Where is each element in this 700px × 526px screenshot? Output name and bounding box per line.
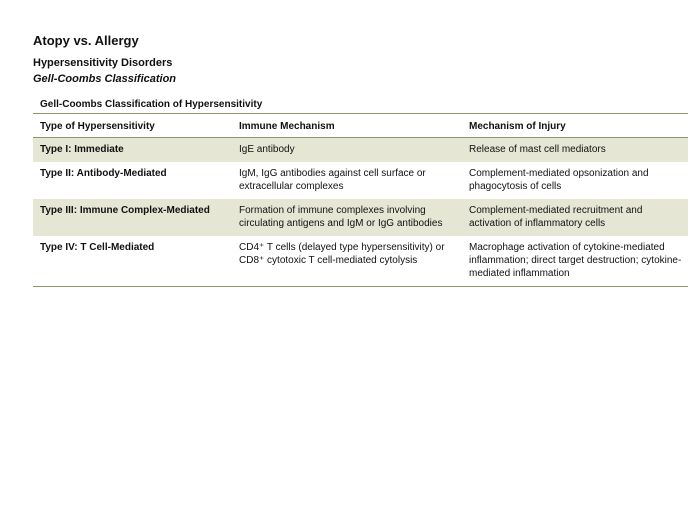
- row-type-cell: Type IV: T Cell-Mediated: [40, 242, 155, 253]
- row-type-cell: Type I: Immediate: [40, 144, 124, 155]
- page-title: Atopy vs. Allergy: [33, 33, 139, 48]
- table-row: [33, 236, 688, 287]
- table-row: [33, 138, 688, 163]
- section-heading: Hypersensitivity Disorders: [33, 57, 173, 69]
- section-subheading: Gell-Coombs Classification: [33, 73, 177, 85]
- table-body: [33, 138, 688, 287]
- row-mechanism-cell: IgM, IgG antibodies against cell surface or extracellular complexes: [239, 168, 426, 192]
- row-mechanism-cell: IgE antibody: [239, 144, 295, 155]
- table-row: [33, 162, 688, 199]
- row-mechanism-cell: CD4⁺ T cells (delayed type hypersensitivity) or CD8⁺ cytotoxic T cell-mediated cytolysis: [239, 242, 445, 266]
- row-injury-cell: Macrophage activation of cytokine-mediated inflammation; direct target destruction; cytokine-mediated inflammation: [469, 242, 682, 279]
- table-header-row: [33, 114, 688, 138]
- table-caption: Gell-Coombs Classification of Hypersensitivity: [40, 99, 263, 110]
- row-injury-cell: Complement-mediated recruitment and activation of inflammatory cells: [469, 205, 643, 229]
- table-row: [33, 199, 688, 236]
- header-type: Type of Hypersensitivity: [40, 121, 155, 132]
- classification-table: [33, 113, 688, 287]
- row-injury-cell: Release of mast cell mediators: [469, 144, 606, 155]
- row-mechanism-cell: Formation of immune complexes involving circulating antigens and IgM or IgG antibodies: [239, 205, 443, 229]
- header-immune-mechanism: Immune Mechanism: [239, 121, 335, 132]
- row-injury-cell: Complement-mediated opsonization and phagocytosis of cells: [469, 168, 649, 192]
- header-mechanism-of-injury: Mechanism of Injury: [469, 121, 566, 132]
- classification-table-wrapper: [33, 113, 688, 287]
- row-type-cell: Type II: Antibody-Mediated: [40, 168, 167, 179]
- row-type-cell: Type III: Immune Complex-Mediated: [40, 205, 210, 216]
- table-header: [33, 114, 688, 138]
